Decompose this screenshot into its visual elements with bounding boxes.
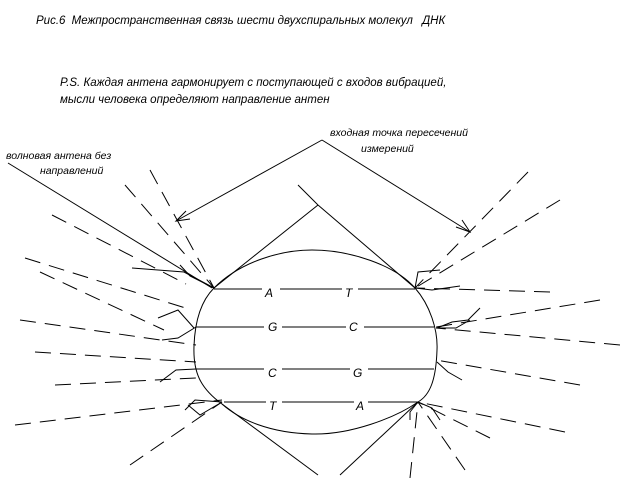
figure-caption bbox=[36, 15, 446, 27]
entry-point-label-1: входная точка пересечений bbox=[330, 127, 468, 139]
base-pair-4-right: A bbox=[356, 399, 365, 413]
molecule-oval bbox=[194, 250, 437, 434]
figure-title: Межпространственная связь шести двухспиральных молекул bbox=[71, 15, 413, 27]
molecule-name: ДНК bbox=[422, 15, 446, 27]
base-pair-2-left: G bbox=[268, 320, 278, 334]
base-pair-1-left: A bbox=[265, 286, 274, 300]
left-antennas bbox=[15, 170, 222, 465]
figure-number: Рис.6 bbox=[36, 15, 66, 27]
base-pair-3-left: C bbox=[268, 366, 277, 380]
wave-antenna-label-1: волновая антена без bbox=[6, 150, 112, 162]
base-pair-3-right: G bbox=[353, 366, 363, 380]
entry-point-label-2: измерений bbox=[361, 143, 414, 155]
base-pair-1-right: T bbox=[345, 286, 353, 300]
right-antennas bbox=[410, 172, 620, 478]
base-pair-4-left: T bbox=[269, 399, 277, 413]
note-line-2: мысли человека определяют направление антен bbox=[60, 94, 330, 106]
wave-antenna-label-2: направлений bbox=[40, 165, 104, 177]
base-pair-rungs bbox=[196, 289, 434, 402]
intersection-lines bbox=[214, 185, 418, 475]
note-line-1: P.S. Каждая антена гармонирует с поступающей с входов вибрацией, bbox=[60, 77, 447, 89]
entry-point-arrows bbox=[176, 140, 470, 232]
wave-antenna-leader bbox=[8, 163, 212, 288]
base-pair-2-right: C bbox=[349, 320, 358, 334]
